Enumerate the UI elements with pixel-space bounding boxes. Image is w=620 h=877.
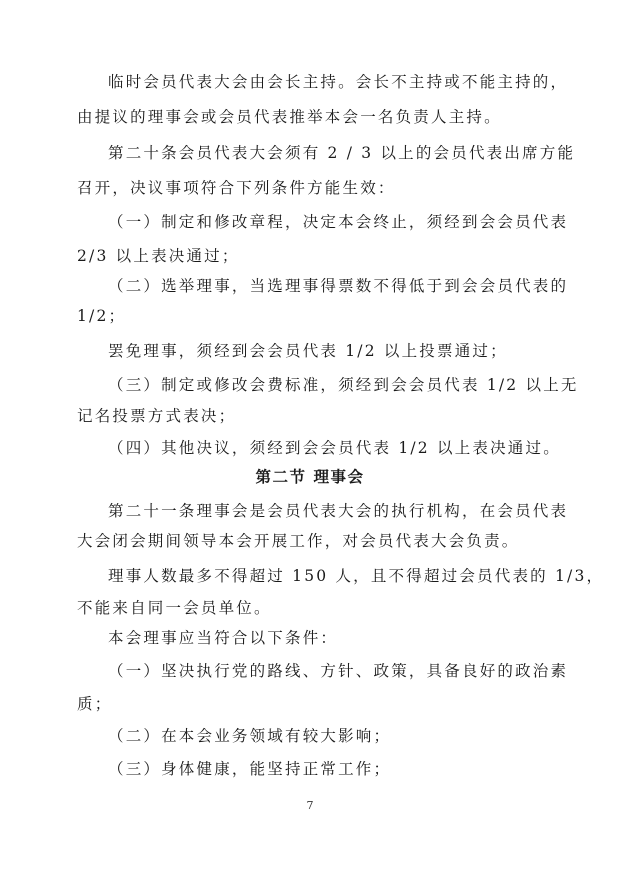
article-21-line: 第二十一条理事会是会员代表大会的执行机构，在会员代表 <box>108 502 569 520</box>
paragraph-line: 记名投票方式表决； <box>77 407 237 425</box>
paragraph-line: 2/3 以上表决通过； <box>77 247 240 265</box>
paragraph-line: 质； <box>77 695 113 713</box>
paragraph-line: 由提议的理事会或会员代表推举本会一名负责人主持。 <box>77 108 502 126</box>
paragraph-line: 大会闭会期间领导本会开展工作，对会员代表大会负责。 <box>77 532 520 550</box>
list-item-line: （二）选举理事，当选理事得票数不得低于到会会员代表的 <box>108 277 569 295</box>
paragraph-line: 理事人数最多不得超过 150 人，且不得超过会员代表的 1/3， <box>108 567 605 585</box>
paragraph-line: 本会理事应当符合以下条件： <box>108 629 339 647</box>
list-item-line: （四）其他决议，须经到会会员代表 1/2 以上表决通过。 <box>108 439 561 457</box>
paragraph-line: 不能来自同一会员单位。 <box>77 599 272 617</box>
paragraph-line: 1/2； <box>77 307 127 325</box>
section-heading: 第二节 理事会 <box>255 467 365 486</box>
list-item-line: （三）身体健康，能坚持正常工作； <box>108 760 392 778</box>
list-item-line: （二）在本会业务领域有较大影响； <box>108 727 392 745</box>
list-item-line: （一）坚决执行党的路线、方针、政策，具备良好的政治素 <box>108 662 569 680</box>
paragraph-line: 罢免理事，须经到会会员代表 1/2 以上投票通过； <box>108 342 508 360</box>
paragraph-line: 召开，决议事项符合下列条件方能生效： <box>77 179 396 197</box>
page-number: 7 <box>306 799 314 812</box>
article-20-line: 第二十条会员代表大会须有 2 / 3 以上的会员代表出席方能 <box>108 144 576 162</box>
list-item-line: （一）制定和修改章程，决定本会终止，须经到会会员代表 <box>108 213 569 231</box>
paragraph-line: 临时会员代表大会由会长主持。会长不主持或不能主持的， <box>108 73 569 91</box>
list-item-line: （三）制定或修改会费标准，须经到会会员代表 1/2 以上无 <box>108 376 579 394</box>
